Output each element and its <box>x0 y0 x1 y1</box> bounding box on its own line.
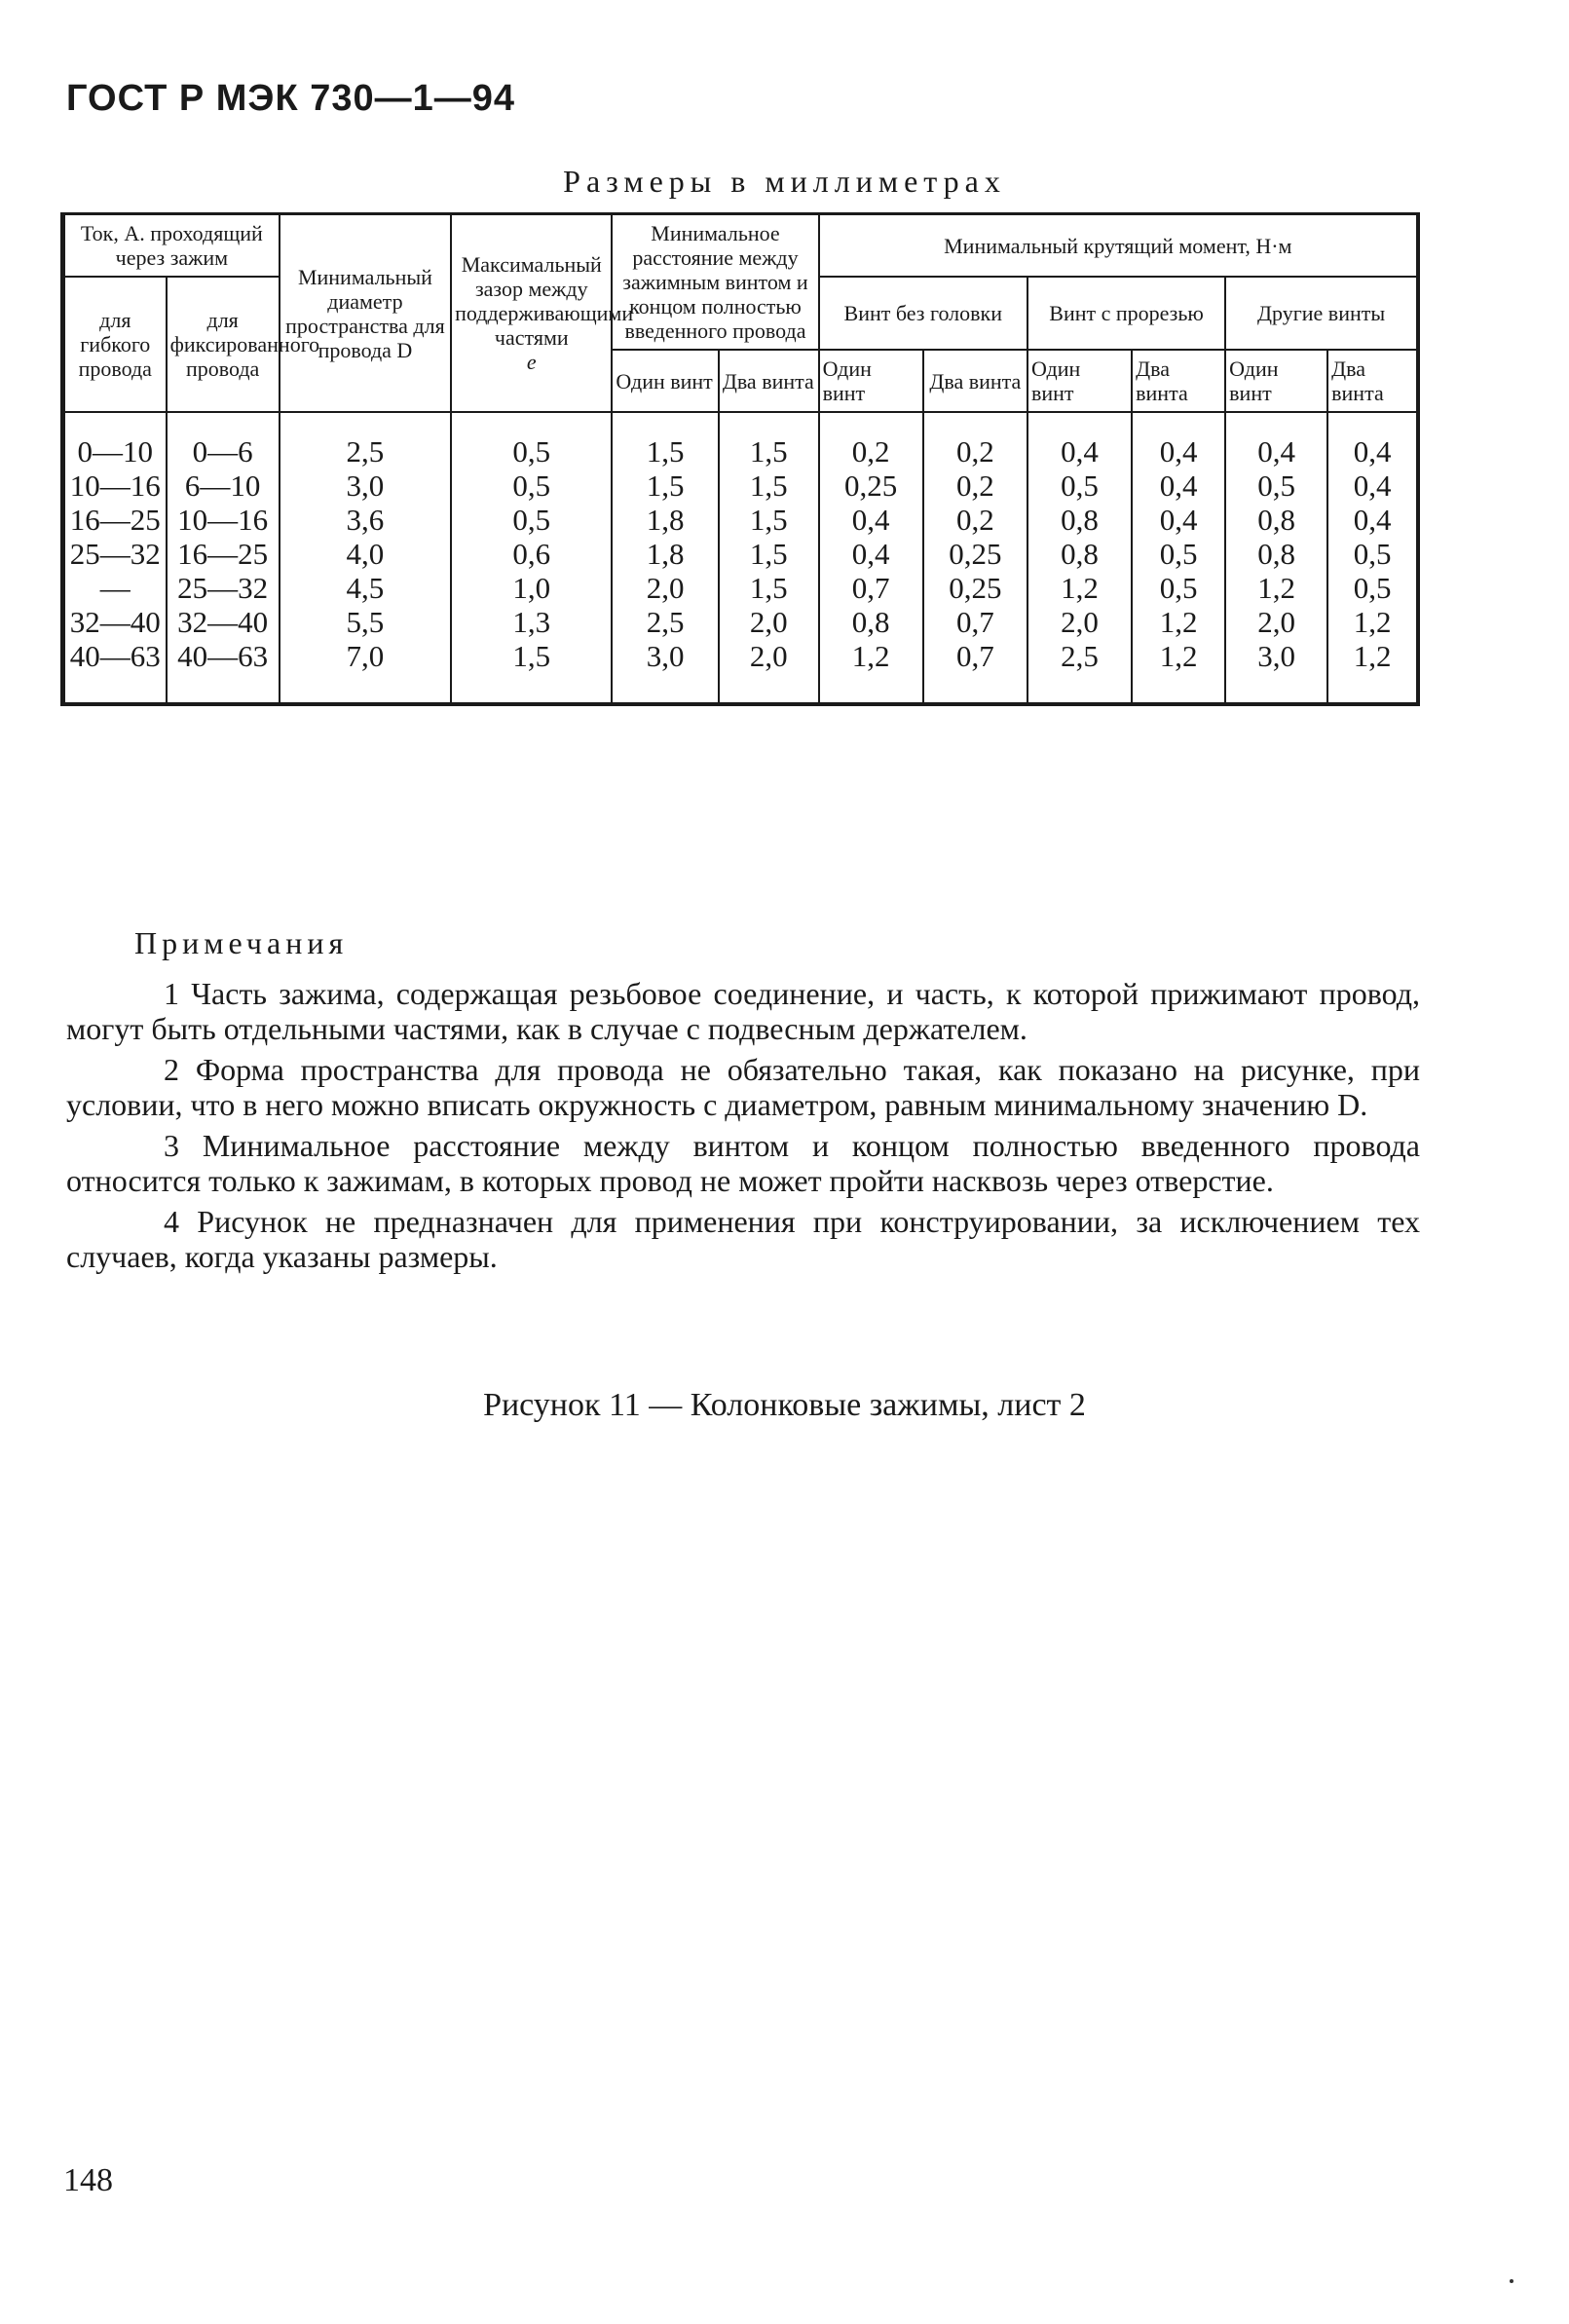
table-cell: 2,0 <box>749 605 788 639</box>
table-cell: 0,4 <box>851 503 890 537</box>
header-min-torque: Минимальный крутящий момент, Н·м <box>819 214 1418 278</box>
table-cell: 0,4 <box>1159 434 1198 469</box>
column-slotted-one <box>1027 412 1132 704</box>
table-cell: 1,0 <box>512 571 551 605</box>
table-cell: 1,2 <box>1159 605 1198 639</box>
table-cell: 0,4 <box>1353 434 1392 469</box>
header-other-screws: Другие винты <box>1225 277 1418 350</box>
column-other-one <box>1225 412 1327 704</box>
notes-section <box>66 925 1420 1280</box>
table-cell: 1,3 <box>512 605 551 639</box>
column-headless-one <box>819 412 923 704</box>
table-cell: 32—40 <box>69 605 161 639</box>
table-cell: 2,0 <box>749 639 788 673</box>
notes-title: Примечания <box>134 925 349 960</box>
table-cell: 0,5 <box>512 503 551 537</box>
table-cell: 0,4 <box>1257 434 1296 469</box>
table-cell: 0,7 <box>851 571 890 605</box>
column-other-two <box>1327 412 1418 704</box>
header-slotted-one: Один винт <box>1027 350 1132 412</box>
table-cell: 1,5 <box>749 503 788 537</box>
table-cell: 0,8 <box>1257 503 1296 537</box>
table-cell: 0,7 <box>955 639 994 673</box>
note-item: 1 Часть зажима, содержащая резьбовое соединение, и часть, к которой прижимают провод, могут быть отдельными частями, как в случае с подвесным держателем. <box>66 976 1420 1046</box>
column-dist-one <box>612 412 718 704</box>
column-fixed <box>167 412 280 704</box>
column-max-gap <box>451 412 612 704</box>
clamp-dimensions-table <box>60 212 1420 706</box>
table-cell: 0,8 <box>1061 503 1099 537</box>
table-cell: 1,5 <box>749 469 788 503</box>
table-cell: 0,4 <box>1159 469 1198 503</box>
table-cell: 3,0 <box>1257 639 1296 673</box>
units-note: Размеры в миллиметрах <box>563 164 1006 199</box>
table-cell: 2,5 <box>346 434 385 469</box>
table-cell: 0,5 <box>1159 571 1198 605</box>
table-cell: 0,25 <box>949 571 1002 605</box>
table-cell: 7,0 <box>346 639 385 673</box>
table-cell: 1,5 <box>512 639 551 673</box>
table-cell: 0,2 <box>851 434 890 469</box>
table-cell: 1,5 <box>749 434 788 469</box>
column-flexible <box>63 412 167 704</box>
header-other-one: Один винт <box>1225 350 1327 412</box>
column-min-diameter <box>280 412 451 704</box>
table-cell: 0,8 <box>851 605 890 639</box>
table-cell: 1,2 <box>1159 639 1198 673</box>
table-cell: 0,4 <box>1159 503 1198 537</box>
table-cell: 25—32 <box>69 537 161 571</box>
table-cell: 0,5 <box>1257 469 1296 503</box>
table-cell: 1,2 <box>1061 571 1099 605</box>
table-cell: 1,5 <box>749 537 788 571</box>
table-cell: 2,0 <box>1061 605 1099 639</box>
document-id: ГОСТ Р МЭК 730—1—94 <box>66 78 516 119</box>
table-cell: 10—16 <box>69 469 161 503</box>
table-cell: 0,25 <box>949 537 1002 571</box>
table-cell: 0,25 <box>844 469 898 503</box>
header-slotted-screw: Винт с прорезью <box>1027 277 1225 350</box>
table-cell: 3,0 <box>646 639 685 673</box>
table-cell: 0,4 <box>851 537 890 571</box>
scan-speck <box>1510 2279 1513 2283</box>
table-cell: 0,4 <box>1353 469 1392 503</box>
figure-caption: Рисунок 11 — Колонковые зажимы, лист 2 <box>483 1387 1086 1423</box>
header-current: Ток, А. проходящий через зажим <box>63 214 280 278</box>
header-dist-two-screws: Два винта <box>719 350 819 412</box>
clamp-dimensions-table-wrap <box>60 212 1420 706</box>
table-cell: 1,5 <box>646 434 685 469</box>
table-cell: 3,6 <box>346 503 385 537</box>
table-cell: 16—25 <box>69 503 161 537</box>
table-cell: 32—40 <box>177 605 269 639</box>
table-cell: 0—6 <box>192 434 253 469</box>
table-cell: 1,2 <box>1257 571 1296 605</box>
table-cell: 0,4 <box>1353 503 1392 537</box>
table-cell: 40—63 <box>177 639 269 673</box>
table-cell: 4,0 <box>346 537 385 571</box>
note-item: 3 Минимальное расстояние между винтом и концом полностью введенного провода относится только к зажимам, в которых провод не может пройти насквозь через отверстие. <box>66 1128 1420 1198</box>
page-number: 148 <box>63 2162 113 2198</box>
table-cell: 0,5 <box>1061 469 1099 503</box>
header-max-gap: Максимальный зазор между поддерживающими частями e <box>451 214 612 413</box>
column-headless-two <box>923 412 1027 704</box>
header-other-two: Два винта <box>1327 350 1418 412</box>
table-cell: 0—10 <box>77 434 154 469</box>
table-cell: — <box>99 571 131 605</box>
header-slotted-two: Два винта <box>1132 350 1225 412</box>
table-cell: 0,5 <box>512 434 551 469</box>
table-cell: 40—63 <box>69 639 161 673</box>
table-cell: 25—32 <box>177 571 269 605</box>
column-slotted-two <box>1132 412 1225 704</box>
header-headless-one: Один винт <box>819 350 923 412</box>
header-fixed-wire: для фиксированного провода <box>167 277 280 412</box>
table-cell: 1,8 <box>646 537 685 571</box>
header-flexible-wire: для гибкого провода <box>63 277 167 412</box>
table-cell: 16—25 <box>177 537 269 571</box>
header-dist-one-screw: Один винт <box>612 350 718 412</box>
table-cell: 1,8 <box>646 503 685 537</box>
header-headless-two: Два винта <box>923 350 1027 412</box>
table-cell: 3,0 <box>346 469 385 503</box>
table-cell: 0,5 <box>512 469 551 503</box>
table-cell: 0,2 <box>955 469 994 503</box>
table-cell: 10—16 <box>177 503 269 537</box>
table-cell: 5,5 <box>346 605 385 639</box>
table-cell: 2,5 <box>1061 639 1099 673</box>
table-cell: 1,5 <box>749 571 788 605</box>
table-cell: 4,5 <box>346 571 385 605</box>
table-cell: 6—10 <box>184 469 261 503</box>
table-cell: 0,2 <box>955 434 994 469</box>
header-min-distance: Минимальное расстояние между зажимным винтом и концом полностью введенного провода <box>612 214 818 351</box>
table-cell: 2,5 <box>646 605 685 639</box>
table-cell: 1,5 <box>646 469 685 503</box>
table-cell: 0,6 <box>512 537 551 571</box>
table-cell: 0,8 <box>1061 537 1099 571</box>
note-item: 2 Форма пространства для провода не обязательно такая, как показано на рисунке, при условии, что в него можно вписать окружность с диаметром, равным минимальному значению D. <box>66 1052 1420 1122</box>
table-cell: 1,2 <box>1353 605 1392 639</box>
table-cell: 1,2 <box>1353 639 1392 673</box>
table-cell: 2,0 <box>646 571 685 605</box>
column-dist-two <box>719 412 819 704</box>
table-cell: 0,5 <box>1159 537 1198 571</box>
table-cell: 0,4 <box>1061 434 1099 469</box>
table-cell: 0,5 <box>1353 537 1392 571</box>
table-cell: 2,0 <box>1257 605 1296 639</box>
note-item: 4 Рисунок не предназначен для применения при конструировании, за исключением тех случаев, когда указаны размеры. <box>66 1204 1420 1274</box>
table-cell: 0,8 <box>1257 537 1296 571</box>
table-data-row <box>63 412 1419 704</box>
table-cell: 1,2 <box>851 639 890 673</box>
table-cell: 0,7 <box>955 605 994 639</box>
table-cell: 0,5 <box>1353 571 1392 605</box>
header-min-diameter: Минимальный диаметр пространства для провода D <box>280 214 451 413</box>
table-cell: 0,2 <box>955 503 994 537</box>
header-headless-screw: Винт без головки <box>819 277 1027 350</box>
